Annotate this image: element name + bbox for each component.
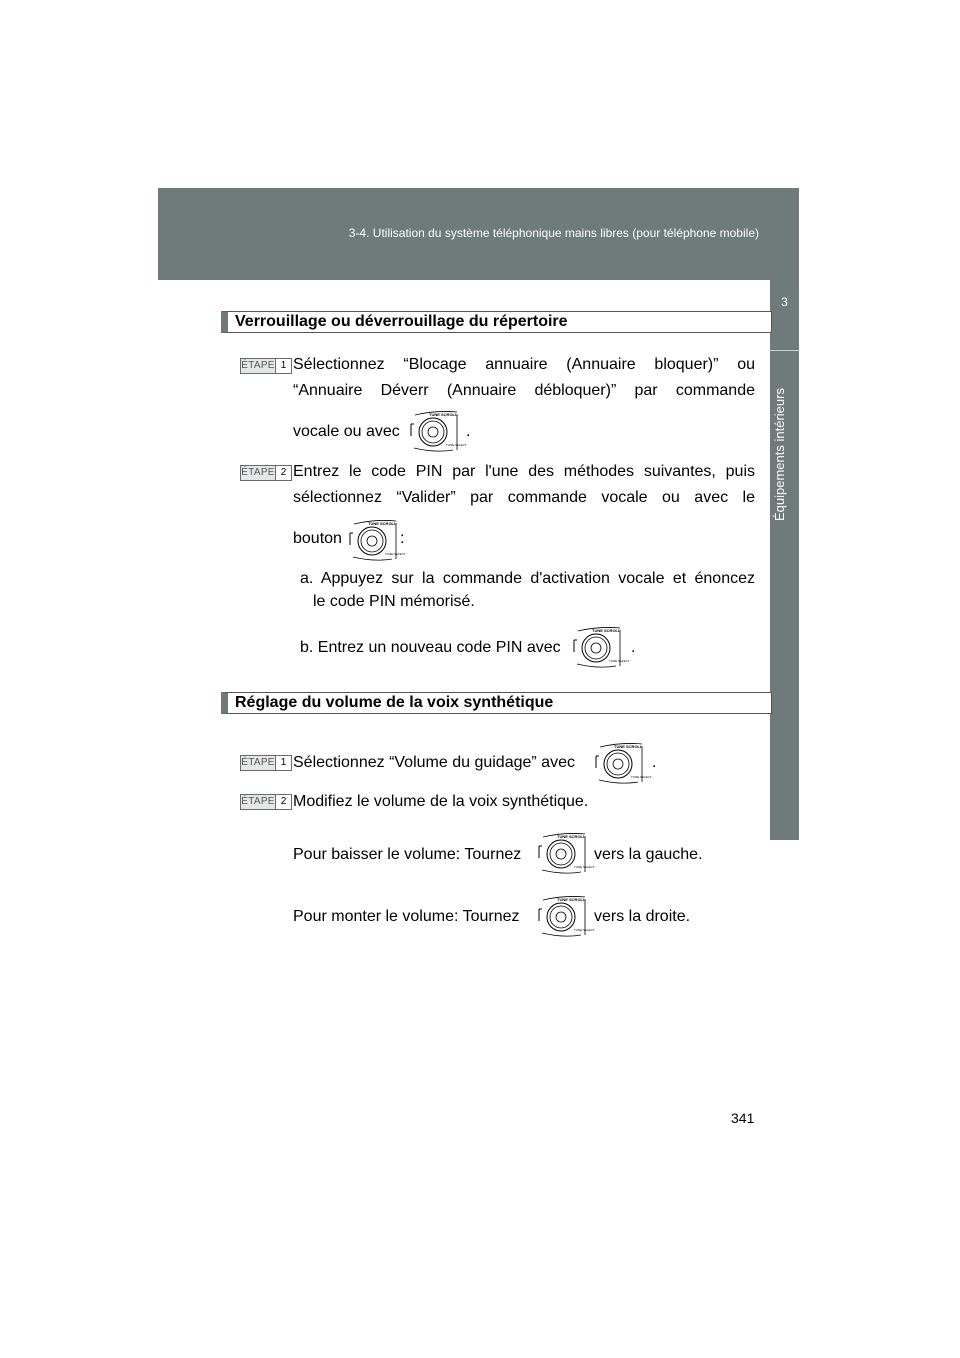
step-badge-number: 1 [275, 359, 291, 373]
svg-text:TUNE SELECT: TUNE SELECT [574, 865, 595, 869]
svg-text:TUNE SCROLL: TUNE SCROLL [614, 744, 643, 749]
step-badge [240, 755, 292, 771]
svg-text:TUNE SCROLL: TUNE SCROLL [557, 897, 586, 902]
tune-scroll-knob-icon [348, 517, 406, 568]
section-heading-voice-volume: Réglage du volume de la voix synthétique [221, 692, 772, 714]
tune-scroll-knob-icon [537, 893, 595, 944]
svg-text:TUNE SCROLL: TUNE SCROLL [429, 412, 458, 417]
volume-down-text: vers la gauche. [594, 846, 703, 863]
sub-step-b-text: b. Entrez un nouveau code PIN avec [300, 639, 561, 656]
svg-text:TUNE SELECT: TUNE SELECT [385, 552, 406, 556]
step-text-line: Modifiez le volume de la voix synthétique. [293, 793, 589, 810]
svg-text:TUNE SCROLL: TUNE SCROLL [592, 628, 621, 633]
step-text-line: Sélectionnez “Blocage annuaire (Annuaire bloquer)” ou [293, 356, 755, 373]
step-text-line: vocale ou avec [293, 423, 400, 440]
step-badge-number: 1 [275, 756, 291, 770]
step-text-line: bouton [293, 530, 342, 547]
svg-text:TUNE SELECT: TUNE SELECT [631, 775, 652, 779]
step-text-line: Entrez le code PIN par l'une des méthodes suivantes, puis [293, 463, 755, 480]
side-tab-divider [770, 350, 799, 351]
volume-up-text: Pour monter le volume: Tournez [293, 908, 520, 925]
sub-step-a-line: le code PIN mémorisé. [313, 593, 475, 610]
section-title: 3-4. Utilisation du système téléphonique mains libres (pour téléphone mobile) [348, 226, 759, 240]
step-text-line: sélectionnez “Valider” par commande vocale ou avec le [293, 489, 755, 506]
svg-text:TUNE SELECT: TUNE SELECT [574, 928, 595, 932]
svg-text:TUNE SELECT: TUNE SELECT [446, 443, 467, 447]
step-badge-label: ÉTAPE [241, 757, 275, 768]
tune-scroll-knob-icon [572, 624, 630, 675]
step-text-line: Sélectionnez “Volume du guidage” avec [293, 754, 575, 771]
step-badge [240, 358, 292, 374]
tune-scroll-knob-icon [537, 830, 595, 881]
step-badge-number: 2 [275, 795, 291, 809]
step-badge-number: 2 [275, 466, 291, 480]
svg-text:TUNE SCROLL: TUNE SCROLL [557, 834, 586, 839]
step-badge-label: ÉTAPE [241, 796, 275, 807]
step-badge-label: ÉTAPE [241, 467, 275, 478]
page-number: 341 [731, 1110, 755, 1126]
step-text-line: . [652, 754, 657, 771]
step-text-line: : [400, 530, 405, 547]
chapter-number: 3 [781, 295, 788, 309]
chapter-header-band [158, 188, 799, 280]
section-heading-phonebook-lock: Verrouillage ou déverrouillage du répertoire [221, 311, 772, 333]
step-text-line: . [466, 423, 471, 440]
volume-down-text: Pour baisser le volume: Tournez [293, 846, 522, 863]
volume-up-text: vers la droite. [594, 908, 691, 925]
tune-scroll-knob-icon [409, 408, 467, 459]
step-badge [240, 465, 292, 481]
svg-text:TUNE SELECT: TUNE SELECT [609, 659, 630, 663]
chapter-side-tab [770, 280, 799, 840]
sub-step-a-line: a. Appuyez sur la commande d'activation vocale et énoncez [300, 570, 755, 587]
step-text-line: “Annuaire Déverr (Annuaire débloquer)” par commande [293, 382, 755, 399]
svg-text:TUNE SCROLL: TUNE SCROLL [368, 521, 397, 526]
chapter-title: Équipements intérieurs [772, 388, 787, 521]
step-badge-label: ÉTAPE [241, 360, 275, 371]
tune-scroll-knob-icon [594, 740, 652, 791]
step-badge [240, 794, 292, 810]
sub-step-b-text: . [631, 639, 636, 656]
